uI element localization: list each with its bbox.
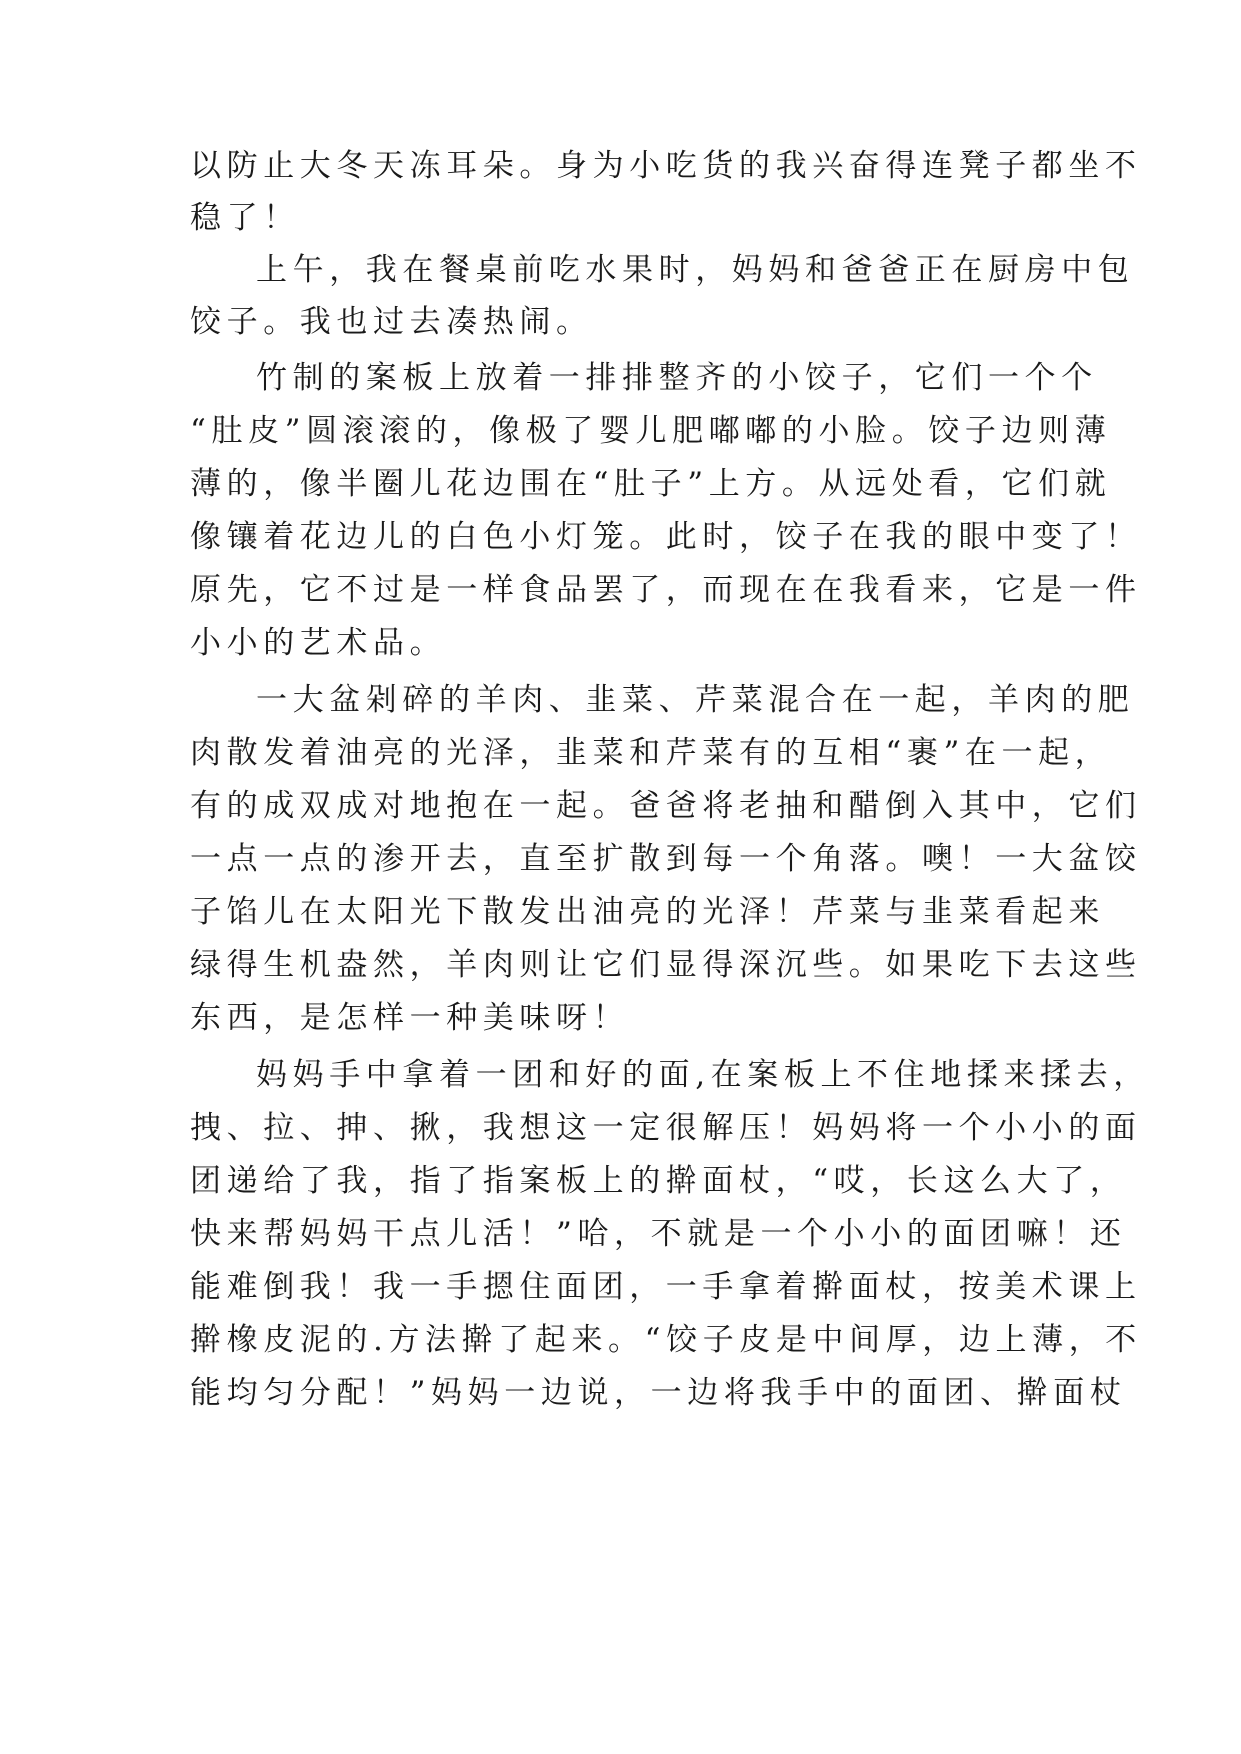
text-line: 东西，是怎样一种美味呀！ [190,1000,630,1036]
text-line: 像镶着花边儿的白色小灯笼。此时，饺子在我的眼中变了！ [190,519,1142,555]
text-line: 妈妈手中拿着一团和好的面,在案板上不住地揉来揉去， [256,1057,1150,1093]
text-line: 稳了！ [190,200,300,236]
text-line: 擀橡皮泥的.方法擀了起来。“饺子皮是中间厚，边上薄，不 [190,1322,1142,1358]
text-line: 拽、拉、抻、揪，我想这一定很解压！妈妈将一个小小的面 [190,1110,1142,1146]
text-line: 快来帮妈妈干点儿活！”哈，不就是一个小小的面团嘛！还 [190,1216,1127,1252]
text-line: 肉散发着油亮的光泽，韭菜和芹菜有的互相“裹”在一起， [190,735,1112,771]
text-line: 团递给了我，指了指案板上的擀面杖，“哎，长这么大了， [190,1163,1127,1199]
text-line: 上午，我在餐桌前吃水果时，妈妈和爸爸正在厨房中包 [256,252,1135,288]
text-line: 能难倒我！我一手摁住面团，一手拿着擀面杖，按美术课上 [190,1269,1142,1305]
text-line: 竹制的案板上放着一排排整齐的小饺子，它们一个个 [256,360,1098,396]
text-line: 薄的，像半圈儿花边围在“肚子”上方。从远处看，它们就 [190,466,1112,502]
text-line: 小小的艺术品。 [190,625,447,661]
text-line: 一大盆剁碎的羊肉、韭菜、芹菜混合在一起，羊肉的肥 [256,682,1135,718]
text-line: 以防止大冬天冻耳朵。身为小吃货的我兴奋得连凳子都坐不 [190,148,1142,184]
text-line: 饺子。我也过去凑热闹。 [190,304,593,340]
text-line: 有的成双成对地抱在一起。爸爸将老抽和醋倒入其中，它们 [190,788,1142,824]
text-line: 能均匀分配！”妈妈一边说，一边将我手中的面团、擀面杖 [190,1375,1127,1411]
text-line: 原先，它不过是一样食品罢了，而现在在我看来，它是一件 [190,572,1142,608]
text-line: 绿得生机盎然，羊肉则让它们显得深沉些。如果吃下去这些 [190,947,1142,983]
text-line: 一点一点的渗开去，直至扩散到每一个角落。噢！一大盆饺 [190,841,1142,877]
text-line: “肚皮”圆滚滚的，像极了婴儿肥嘟嘟的小脸。饺子边则薄 [190,413,1112,449]
text-line: 子馅儿在太阳光下散发出油亮的光泽！芹菜与韭菜看起来 [190,894,1105,930]
